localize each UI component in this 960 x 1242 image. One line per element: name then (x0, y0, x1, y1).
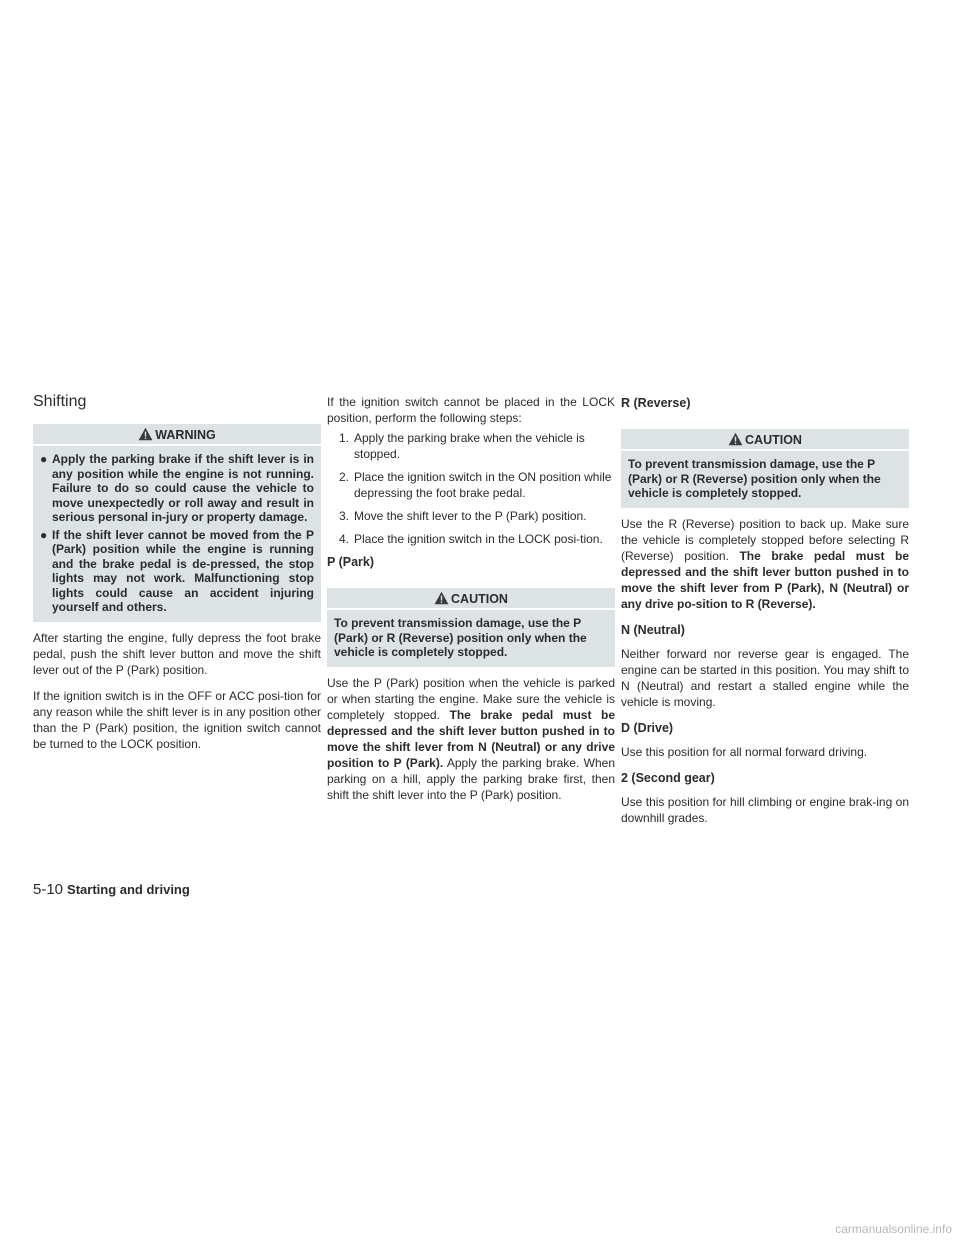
warning-bullet-text: Apply the parking brake if the shift lever is in any position while the engine is not running. Failure to do so could cause the vehicle to move unexpectedly or roll away and result in serious personal in-jury or property damage. (52, 452, 314, 524)
page-footer (33, 881, 190, 899)
caution-text: To prevent transmission damage, use the P (Park) or R (Reverse) position only when the vehicle is completely stopped. (628, 457, 881, 500)
warning-box (33, 424, 321, 622)
paragraph: Neither forward nor reverse gear is engaged. The engine can be started in this position. You may shift to N (Neutral) and restart a stalled engine while the vehicle is moving. (621, 646, 909, 709)
list-item: 3. Move the shift lever to the P (Park) position. (338, 509, 587, 523)
list-item: 1. Apply the parking brake when the vehicle is stopped. (338, 431, 585, 461)
park-heading: P (Park) (327, 555, 375, 569)
caution-title: CAUTION (745, 433, 802, 447)
steps-list (327, 430, 615, 547)
paragraph: If the ignition switch cannot be placed in the LOCK position, perform the following steps: (327, 395, 615, 425)
caution-box (327, 588, 615, 667)
warning-triangle-icon (728, 432, 743, 446)
paragraph: If the ignition switch is in the OFF or ACC posi-tion for any reason while the shift lever is in any position other than the P (Park) position, the ignition switch cannot be turned to the LOCK position. (33, 688, 321, 751)
page-number: 5-10 (33, 881, 64, 898)
caution-text: To prevent transmission damage, use the P (Park) or R (Reverse) position only when the vehicle is completely stopped. (334, 616, 587, 659)
neutral-heading: N (Neutral) (621, 622, 685, 637)
watermark: carmanualsonline.info (835, 1222, 952, 1236)
chapter-title: Starting and driving (67, 882, 190, 897)
bullet-icon: ● (40, 527, 48, 542)
caution-title: CAUTION (451, 592, 508, 606)
list-item: 4. Place the ignition switch in the LOCK posi-tion. (338, 532, 603, 546)
warning-triangle-icon (434, 591, 449, 605)
list-item: 2. Place the ignition switch in the ON position while depressing the foot brake pedal. (338, 470, 612, 500)
paragraph: Use this position for all normal forward driving. (621, 744, 868, 759)
column-middle (327, 392, 615, 803)
reverse-heading: R (Reverse) (621, 396, 691, 410)
warning-bullet (40, 452, 314, 525)
caution-header (621, 429, 909, 451)
caution-box (621, 429, 909, 508)
paragraph: Use the R (Reverse) position to back up. Make sure the vehicle is completely stopped before selecting R (Reverse) position. The brake pedal must be depressed and the shift lever button pushed in to move the shift lever from P (Park), N (Neutral) or any drive po-sition to R (Reverse). (621, 516, 909, 611)
column-right (621, 392, 909, 826)
paragraph: Use the P (Park) position when the vehicle is parked or when starting the engine. Make sure the vehicle is completely stopped. The brake pedal must be depressed and the shift lever button pushed in to move the shift lever from N (Neutral) or any drive position to P (Park). Apply the parking brake. When parking on a hill, apply the parking brake first, then shift the shift lever into the P (Park) position. (327, 675, 616, 802)
warning-triangle-icon (138, 427, 153, 441)
bullet-icon: ● (40, 452, 48, 466)
column-left (33, 392, 321, 752)
caution-header (327, 588, 615, 610)
warning-bullet-text: If the shift lever cannot be moved from the P (Park) position while the engine is running and the brake pedal is de-pressed, the stop lights may not work. Malfunctioning stop lights could cause an accident injuring yourself and others. (52, 527, 314, 614)
second-gear-heading: 2 (Second gear) (621, 770, 715, 785)
warning-title: WARNING (155, 428, 216, 442)
warning-header (33, 424, 321, 446)
warning-bullet (40, 528, 314, 615)
section-title: Shifting (33, 393, 87, 410)
paragraph: After starting the engine, fully depress the foot brake pedal, push the shift lever button and move the shift lever out of the P (Park) position. (33, 630, 321, 677)
paragraph: Use this position for hill climbing or engine brak-ing on downhill grades. (621, 794, 909, 825)
drive-heading: D (Drive) (621, 720, 674, 735)
